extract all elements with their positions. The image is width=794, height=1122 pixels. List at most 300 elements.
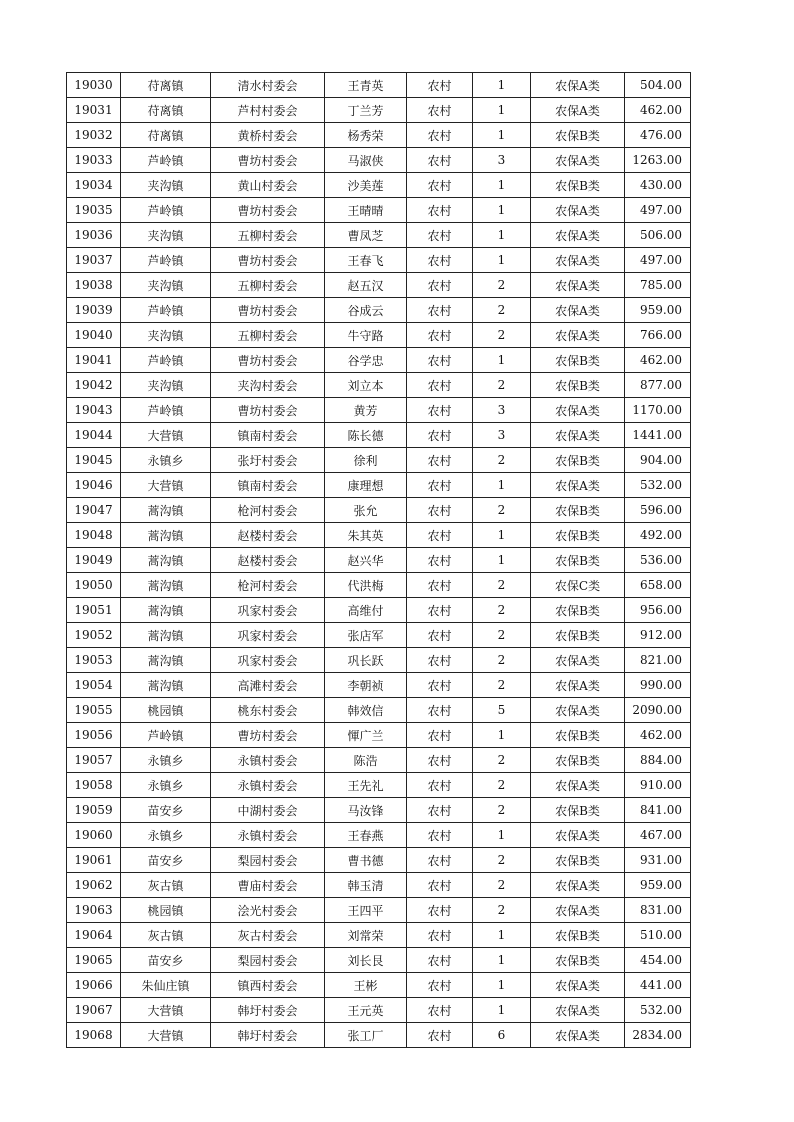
person-count-cell: 2 <box>473 323 531 348</box>
village-cell: 韩圩村委会 <box>211 998 325 1023</box>
table-row <box>67 748 691 773</box>
household-type-cell: 农村 <box>407 698 473 723</box>
household-type-cell: 农村 <box>407 73 473 98</box>
village-cell: 枪河村委会 <box>211 498 325 523</box>
village-cell: 曹坊村委会 <box>211 248 325 273</box>
household-type-cell: 农村 <box>407 673 473 698</box>
record-id-cell: 19059 <box>67 798 121 823</box>
town-cell: 芦岭镇 <box>121 298 211 323</box>
record-id-cell: 19048 <box>67 523 121 548</box>
record-id-cell: 19046 <box>67 473 121 498</box>
category-cell: 农保A类 <box>531 98 625 123</box>
name-cell: 陈长德 <box>325 423 407 448</box>
record-id-cell: 19038 <box>67 273 121 298</box>
name-cell: 韩效信 <box>325 698 407 723</box>
record-id-cell: 19056 <box>67 723 121 748</box>
person-count-cell: 1 <box>473 223 531 248</box>
town-cell: 芦岭镇 <box>121 248 211 273</box>
category-cell: 农保B类 <box>531 598 625 623</box>
category-cell: 农保A类 <box>531 823 625 848</box>
amount-cell: 454.00 <box>625 948 691 973</box>
name-cell: 王元英 <box>325 998 407 1023</box>
record-id-cell: 19045 <box>67 448 121 473</box>
amount-cell: 1441.00 <box>625 423 691 448</box>
record-id-cell: 19042 <box>67 373 121 398</box>
village-cell: 五柳村委会 <box>211 323 325 348</box>
amount-cell: 596.00 <box>625 498 691 523</box>
amount-cell: 1170.00 <box>625 398 691 423</box>
household-type-cell: 农村 <box>407 148 473 173</box>
name-cell: 王春飞 <box>325 248 407 273</box>
person-count-cell: 1 <box>473 973 531 998</box>
village-cell: 五柳村委会 <box>211 273 325 298</box>
record-id-cell: 19066 <box>67 973 121 998</box>
record-id-cell: 19062 <box>67 873 121 898</box>
town-cell: 苗安乡 <box>121 848 211 873</box>
name-cell: 王春燕 <box>325 823 407 848</box>
person-count-cell: 6 <box>473 1023 531 1048</box>
category-cell: 农保C类 <box>531 573 625 598</box>
person-count-cell: 2 <box>473 798 531 823</box>
table-row <box>67 898 691 923</box>
table-row <box>67 948 691 973</box>
record-id-cell: 19047 <box>67 498 121 523</box>
name-cell: 张工厂 <box>325 1023 407 1048</box>
table-row <box>67 148 691 173</box>
household-type-cell: 农村 <box>407 948 473 973</box>
table-row <box>67 448 691 473</box>
name-cell: 李朝祯 <box>325 673 407 698</box>
amount-cell: 497.00 <box>625 248 691 273</box>
village-cell: 镇南村委会 <box>211 423 325 448</box>
category-cell: 农保B类 <box>531 798 625 823</box>
category-cell: 农保B类 <box>531 373 625 398</box>
person-count-cell: 1 <box>473 123 531 148</box>
household-type-cell: 农村 <box>407 573 473 598</box>
person-count-cell: 1 <box>473 198 531 223</box>
person-count-cell: 3 <box>473 423 531 448</box>
village-cell: 韩圩村委会 <box>211 1023 325 1048</box>
category-cell: 农保B类 <box>531 173 625 198</box>
person-count-cell: 2 <box>473 373 531 398</box>
household-type-cell: 农村 <box>407 898 473 923</box>
village-cell: 浍光村委会 <box>211 898 325 923</box>
person-count-cell: 1 <box>473 548 531 573</box>
village-cell: 梨园村委会 <box>211 948 325 973</box>
amount-cell: 990.00 <box>625 673 691 698</box>
town-cell: 桃园镇 <box>121 698 211 723</box>
town-cell: 大营镇 <box>121 1023 211 1048</box>
amount-cell: 877.00 <box>625 373 691 398</box>
household-type-cell: 农村 <box>407 798 473 823</box>
record-id-cell: 19036 <box>67 223 121 248</box>
category-cell: 农保B类 <box>531 848 625 873</box>
village-cell: 中湖村委会 <box>211 798 325 823</box>
town-cell: 蒿沟镇 <box>121 673 211 698</box>
category-cell: 农保A类 <box>531 973 625 998</box>
person-count-cell: 2 <box>473 623 531 648</box>
category-cell: 农保A类 <box>531 198 625 223</box>
village-cell: 灰古村委会 <box>211 923 325 948</box>
category-cell: 农保B类 <box>531 548 625 573</box>
amount-cell: 904.00 <box>625 448 691 473</box>
village-cell: 黄山村委会 <box>211 173 325 198</box>
amount-cell: 959.00 <box>625 873 691 898</box>
table-row <box>67 248 691 273</box>
person-count-cell: 1 <box>473 98 531 123</box>
person-count-cell: 1 <box>473 248 531 273</box>
name-cell: 惲广兰 <box>325 723 407 748</box>
village-cell: 赵楼村委会 <box>211 523 325 548</box>
household-type-cell: 农村 <box>407 123 473 148</box>
town-cell: 苗安乡 <box>121 798 211 823</box>
amount-cell: 831.00 <box>625 898 691 923</box>
name-cell: 巩长跃 <box>325 648 407 673</box>
person-count-cell: 2 <box>473 898 531 923</box>
record-id-cell: 19063 <box>67 898 121 923</box>
person-count-cell: 1 <box>473 823 531 848</box>
name-cell: 王彬 <box>325 973 407 998</box>
record-id-cell: 19039 <box>67 298 121 323</box>
table-row <box>67 198 691 223</box>
village-cell: 张圩村委会 <box>211 448 325 473</box>
amount-cell: 462.00 <box>625 723 691 748</box>
town-cell: 芦岭镇 <box>121 198 211 223</box>
table-row <box>67 123 691 148</box>
name-cell: 牛守路 <box>325 323 407 348</box>
town-cell: 大营镇 <box>121 998 211 1023</box>
village-cell: 永镇村委会 <box>211 748 325 773</box>
record-id-cell: 19030 <box>67 73 121 98</box>
record-id-cell: 19057 <box>67 748 121 773</box>
amount-cell: 504.00 <box>625 73 691 98</box>
village-cell: 夹沟村委会 <box>211 373 325 398</box>
household-type-cell: 农村 <box>407 498 473 523</box>
table-row <box>67 223 691 248</box>
person-count-cell: 1 <box>473 948 531 973</box>
town-cell: 灰古镇 <box>121 923 211 948</box>
name-cell: 杨秀荣 <box>325 123 407 148</box>
household-type-cell: 农村 <box>407 198 473 223</box>
record-id-cell: 19044 <box>67 423 121 448</box>
amount-cell: 910.00 <box>625 773 691 798</box>
town-cell: 蒿沟镇 <box>121 548 211 573</box>
person-count-cell: 2 <box>473 498 531 523</box>
amount-cell: 476.00 <box>625 123 691 148</box>
table-row <box>67 648 691 673</box>
amount-cell: 532.00 <box>625 998 691 1023</box>
amount-cell: 2090.00 <box>625 698 691 723</box>
record-id-cell: 19035 <box>67 198 121 223</box>
name-cell: 刘立本 <box>325 373 407 398</box>
name-cell: 陈浩 <box>325 748 407 773</box>
category-cell: 农保B类 <box>531 523 625 548</box>
table-row <box>67 473 691 498</box>
record-id-cell: 19054 <box>67 673 121 698</box>
town-cell: 桃园镇 <box>121 898 211 923</box>
amount-cell: 2834.00 <box>625 1023 691 1048</box>
category-cell: 农保A类 <box>531 298 625 323</box>
name-cell: 代洪梅 <box>325 573 407 598</box>
household-type-cell: 农村 <box>407 773 473 798</box>
category-cell: 农保A类 <box>531 323 625 348</box>
category-cell: 农保A类 <box>531 248 625 273</box>
household-type-cell: 农村 <box>407 348 473 373</box>
category-cell: 农保B类 <box>531 948 625 973</box>
table-row <box>67 548 691 573</box>
village-cell: 曹坊村委会 <box>211 348 325 373</box>
person-count-cell: 1 <box>473 73 531 98</box>
table-row <box>67 573 691 598</box>
name-cell: 曹书德 <box>325 848 407 873</box>
household-type-cell: 农村 <box>407 848 473 873</box>
person-count-cell: 2 <box>473 848 531 873</box>
household-type-cell: 农村 <box>407 448 473 473</box>
table-row <box>67 973 691 998</box>
record-id-cell: 19053 <box>67 648 121 673</box>
village-cell: 高滩村委会 <box>211 673 325 698</box>
table-row <box>67 773 691 798</box>
town-cell: 永镇乡 <box>121 748 211 773</box>
table-row <box>67 173 691 198</box>
amount-cell: 912.00 <box>625 623 691 648</box>
record-id-cell: 19050 <box>67 573 121 598</box>
record-id-cell: 19068 <box>67 1023 121 1048</box>
household-type-cell: 农村 <box>407 1023 473 1048</box>
village-cell: 永镇村委会 <box>211 773 325 798</box>
category-cell: 农保A类 <box>531 673 625 698</box>
category-cell: 农保B类 <box>531 748 625 773</box>
town-cell: 朱仙庄镇 <box>121 973 211 998</box>
person-count-cell: 2 <box>473 773 531 798</box>
town-cell: 蒿沟镇 <box>121 523 211 548</box>
household-type-cell: 农村 <box>407 873 473 898</box>
table-row <box>67 673 691 698</box>
table-row <box>67 1023 691 1048</box>
person-count-cell: 1 <box>473 523 531 548</box>
name-cell: 徐利 <box>325 448 407 473</box>
village-cell: 巩家村委会 <box>211 623 325 648</box>
household-type-cell: 农村 <box>407 973 473 998</box>
table-row <box>67 848 691 873</box>
name-cell: 马汝锋 <box>325 798 407 823</box>
category-cell: 农保A类 <box>531 273 625 298</box>
town-cell: 芦岭镇 <box>121 148 211 173</box>
town-cell: 蒿沟镇 <box>121 573 211 598</box>
household-type-cell: 农村 <box>407 648 473 673</box>
name-cell: 谷学忠 <box>325 348 407 373</box>
town-cell: 蒿沟镇 <box>121 623 211 648</box>
name-cell: 张允 <box>325 498 407 523</box>
town-cell: 永镇乡 <box>121 823 211 848</box>
person-count-cell: 2 <box>473 673 531 698</box>
table-row <box>67 73 691 98</box>
household-type-cell: 农村 <box>407 823 473 848</box>
person-count-cell: 1 <box>473 723 531 748</box>
person-count-cell: 2 <box>473 298 531 323</box>
record-id-cell: 19067 <box>67 998 121 1023</box>
amount-cell: 506.00 <box>625 223 691 248</box>
table-row <box>67 598 691 623</box>
record-id-cell: 19052 <box>67 623 121 648</box>
town-cell: 芦岭镇 <box>121 348 211 373</box>
person-count-cell: 2 <box>473 873 531 898</box>
category-cell: 农保B类 <box>531 723 625 748</box>
table-body <box>67 73 691 1048</box>
table-row <box>67 998 691 1023</box>
household-type-cell: 农村 <box>407 623 473 648</box>
record-id-cell: 19064 <box>67 923 121 948</box>
village-cell: 芦村村委会 <box>211 98 325 123</box>
town-cell: 芦岭镇 <box>121 723 211 748</box>
amount-cell: 532.00 <box>625 473 691 498</box>
name-cell: 赵兴华 <box>325 548 407 573</box>
name-cell: 康理想 <box>325 473 407 498</box>
household-type-cell: 农村 <box>407 473 473 498</box>
amount-cell: 956.00 <box>625 598 691 623</box>
village-cell: 梨园村委会 <box>211 848 325 873</box>
town-cell: 苻离镇 <box>121 123 211 148</box>
town-cell: 蒿沟镇 <box>121 598 211 623</box>
town-cell: 永镇乡 <box>121 773 211 798</box>
amount-cell: 497.00 <box>625 198 691 223</box>
amount-cell: 658.00 <box>625 573 691 598</box>
name-cell: 王四平 <box>325 898 407 923</box>
table-row <box>67 873 691 898</box>
town-cell: 芦岭镇 <box>121 398 211 423</box>
amount-cell: 441.00 <box>625 973 691 998</box>
town-cell: 大营镇 <box>121 423 211 448</box>
household-type-cell: 农村 <box>407 398 473 423</box>
household-type-cell: 农村 <box>407 598 473 623</box>
name-cell: 王先礼 <box>325 773 407 798</box>
household-type-cell: 农村 <box>407 98 473 123</box>
town-cell: 蒿沟镇 <box>121 498 211 523</box>
person-count-cell: 3 <box>473 398 531 423</box>
category-cell: 农保B类 <box>531 923 625 948</box>
name-cell: 丁兰芳 <box>325 98 407 123</box>
table-row <box>67 298 691 323</box>
record-id-cell: 19032 <box>67 123 121 148</box>
household-type-cell: 农村 <box>407 423 473 448</box>
amount-cell: 430.00 <box>625 173 691 198</box>
benefit-table <box>66 72 691 1048</box>
table-row <box>67 373 691 398</box>
village-cell: 曹坊村委会 <box>211 723 325 748</box>
name-cell: 谷成云 <box>325 298 407 323</box>
record-id-cell: 19034 <box>67 173 121 198</box>
person-count-cell: 1 <box>473 348 531 373</box>
table-row <box>67 348 691 373</box>
village-cell: 巩家村委会 <box>211 598 325 623</box>
category-cell: 农保B类 <box>531 123 625 148</box>
household-type-cell: 农村 <box>407 298 473 323</box>
table-row <box>67 523 691 548</box>
person-count-cell: 3 <box>473 148 531 173</box>
town-cell: 夹沟镇 <box>121 273 211 298</box>
category-cell: 农保A类 <box>531 648 625 673</box>
town-cell: 大营镇 <box>121 473 211 498</box>
village-cell: 曹坊村委会 <box>211 148 325 173</box>
village-cell: 曹庙村委会 <box>211 873 325 898</box>
table-row <box>67 623 691 648</box>
village-cell: 镇南村委会 <box>211 473 325 498</box>
category-cell: 农保B类 <box>531 348 625 373</box>
person-count-cell: 1 <box>473 923 531 948</box>
person-count-cell: 5 <box>473 698 531 723</box>
record-id-cell: 19051 <box>67 598 121 623</box>
household-type-cell: 农村 <box>407 248 473 273</box>
name-cell: 刘常荣 <box>325 923 407 948</box>
person-count-cell: 2 <box>473 573 531 598</box>
category-cell: 农保A类 <box>531 998 625 1023</box>
category-cell: 农保A类 <box>531 148 625 173</box>
category-cell: 农保A类 <box>531 898 625 923</box>
town-cell: 蒿沟镇 <box>121 648 211 673</box>
household-type-cell: 农村 <box>407 923 473 948</box>
amount-cell: 510.00 <box>625 923 691 948</box>
town-cell: 夹沟镇 <box>121 373 211 398</box>
village-cell: 枪河村委会 <box>211 573 325 598</box>
town-cell: 灰古镇 <box>121 873 211 898</box>
person-count-cell: 2 <box>473 748 531 773</box>
name-cell: 黄芳 <box>325 398 407 423</box>
category-cell: 农保A类 <box>531 423 625 448</box>
record-id-cell: 19043 <box>67 398 121 423</box>
amount-cell: 492.00 <box>625 523 691 548</box>
table-row <box>67 823 691 848</box>
name-cell: 高维付 <box>325 598 407 623</box>
town-cell: 永镇乡 <box>121 448 211 473</box>
amount-cell: 884.00 <box>625 748 691 773</box>
village-cell: 桃东村委会 <box>211 698 325 723</box>
household-type-cell: 农村 <box>407 373 473 398</box>
household-type-cell: 农村 <box>407 323 473 348</box>
person-count-cell: 2 <box>473 648 531 673</box>
record-id-cell: 19065 <box>67 948 121 973</box>
table-row <box>67 323 691 348</box>
village-cell: 曹坊村委会 <box>211 298 325 323</box>
category-cell: 农保A类 <box>531 223 625 248</box>
category-cell: 农保A类 <box>531 1023 625 1048</box>
town-cell: 夹沟镇 <box>121 323 211 348</box>
category-cell: 农保A类 <box>531 698 625 723</box>
amount-cell: 467.00 <box>625 823 691 848</box>
amount-cell: 462.00 <box>625 98 691 123</box>
amount-cell: 1263.00 <box>625 148 691 173</box>
town-cell: 苻离镇 <box>121 73 211 98</box>
household-type-cell: 农村 <box>407 273 473 298</box>
town-cell: 苻离镇 <box>121 98 211 123</box>
name-cell: 张店军 <box>325 623 407 648</box>
name-cell: 刘长艮 <box>325 948 407 973</box>
category-cell: 农保A类 <box>531 773 625 798</box>
village-cell: 巩家村委会 <box>211 648 325 673</box>
record-id-cell: 19040 <box>67 323 121 348</box>
category-cell: 农保A类 <box>531 873 625 898</box>
household-type-cell: 农村 <box>407 173 473 198</box>
amount-cell: 785.00 <box>625 273 691 298</box>
table-row <box>67 398 691 423</box>
name-cell: 王青英 <box>325 73 407 98</box>
amount-cell: 462.00 <box>625 348 691 373</box>
record-id-cell: 19058 <box>67 773 121 798</box>
household-type-cell: 农村 <box>407 748 473 773</box>
table-row <box>67 798 691 823</box>
category-cell: 农保A类 <box>531 473 625 498</box>
person-count-cell: 1 <box>473 998 531 1023</box>
category-cell: 农保A类 <box>531 398 625 423</box>
